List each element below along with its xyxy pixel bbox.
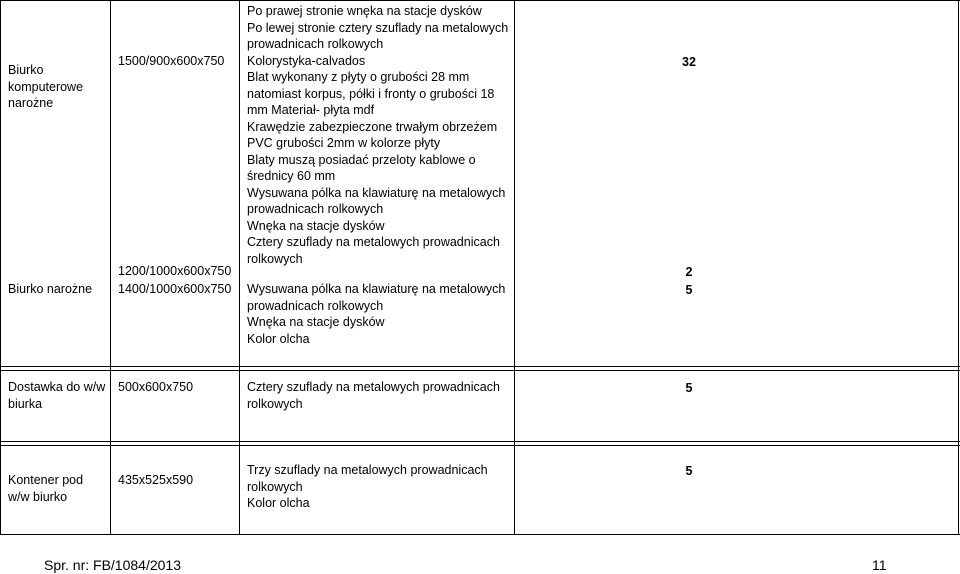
item-name-line: w/w biurko [8,489,68,504]
item-name-line: Kontener pod [8,473,84,487]
description-line: rolkowych [247,251,303,266]
description-line: Krawędzie zabezpieczone trwałym obrzeżem [247,119,498,134]
column-divider [239,0,240,535]
item-name-line: Dostawka do w/w [8,380,106,394]
table-bottom-border [0,534,960,535]
column-divider [958,0,959,535]
document-reference: Spr. nr: FB/1084/2013 [44,557,181,573]
item-dimensions: 435x525x590 [118,473,194,487]
description-line: Wnęka na stacje dysków [247,218,385,233]
item-name-line: narożne [8,96,54,110]
item-name-line: biurka [8,396,43,411]
row-divider [0,445,960,446]
item-dimensions: 500x600x750 [118,380,194,394]
description-line: Wnęka na stacje dysków [247,315,385,329]
item-name [8,62,83,112]
item-description [247,281,505,347]
description-line: Blaty muszą posiadać przeloty kablowe o [247,152,476,167]
item-name [8,379,105,412]
item-quantity: 32 [682,55,696,69]
description-line: PVC grubości 2mm w kolorze płyty [247,136,441,150]
item-quantity: 5 [685,464,693,478]
description-line: Kolorystyka-calvados [247,53,366,68]
description-line: Trzy szuflady na metalowych prowadnicach [247,463,488,477]
item-name-line: Biurko narożne [8,282,93,296]
description-line: średnicy 60 mm [247,169,336,183]
column-divider [514,0,515,535]
row-divider [0,370,960,371]
row-divider [0,441,960,442]
description-line: Blat wykonany z płyty o grubości 28 mm [247,70,470,84]
description-line: Cztery szuflady na metalowych prowadnicach [247,380,500,394]
item-quantity: 5 [685,381,693,395]
item-dimensions: 1200/1000x600x750 [118,264,232,278]
description-line: prowadnicach rolkowych [247,37,384,51]
description-line: Kolor olcha [247,496,310,510]
description-line: prowadnicach rolkowych [247,202,384,216]
item-name [8,281,92,298]
description-line: Po lewej stronie cztery szuflady na metalowych [247,20,509,35]
item-description [247,3,508,267]
item-dimensions: 1500/900x600x750 [118,54,225,68]
page-number: 11 [872,557,887,573]
item-description [247,462,488,512]
description-line: rolkowych [247,396,303,411]
description-line: mm Materiał- płyta mdf [247,103,375,117]
item-description [247,379,500,412]
row-divider [0,366,960,367]
item-name-line: komputerowe [8,79,84,94]
item-name [8,472,83,505]
item-dimensions: 1400/1000x600x750 [118,282,232,296]
description-line: Cztery szuflady na metalowych prowadnicach [247,235,500,249]
description-line: Wysuwana pólka na klawiaturę na metalowych [247,185,506,200]
column-divider [0,0,1,535]
description-line: prowadnicach rolkowych [247,298,384,313]
description-line: Wysuwana pólka na klawiaturę na metalowych [247,282,506,296]
description-line: Kolor olcha [247,331,310,346]
item-quantity: 2 [685,265,693,279]
item-quantity: 5 [685,283,693,297]
item-name-line: Biurko [8,63,44,77]
table-top-border [0,0,960,1]
column-divider [110,0,111,535]
description-line: Po prawej stronie wnęka na stacje dysków [247,4,482,18]
description-line: rolkowych [247,479,303,494]
description-line: natomiast korpus, półki i fronty o grubości 18 [247,86,495,101]
